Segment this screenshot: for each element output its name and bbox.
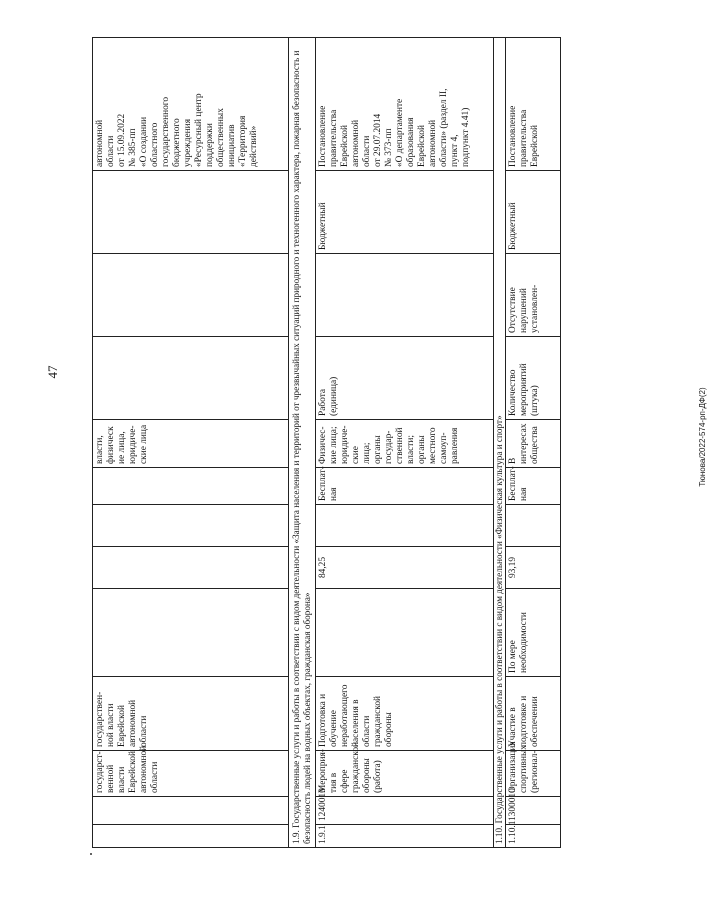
table-cell <box>93 505 289 547</box>
table-cell <box>93 468 289 505</box>
table-cell: Физичес- кие лица; юридиче- ские лица; органы государ- ственной власти; органы местного самоуп- равления <box>316 420 494 468</box>
table-cell: 93,19 <box>506 547 561 589</box>
table-cell <box>93 171 289 254</box>
service-code: 1300010 <box>506 797 561 825</box>
table-cell: Бюджетный <box>506 171 561 254</box>
table-cell <box>93 825 289 848</box>
section-row <box>289 38 316 848</box>
table-cell <box>316 589 494 677</box>
table-cell: Постановление правительства Еврейской автономной области от 29.07.2014 № 373-пп «О департаменте образования Еврейской автономной области» (раздел II, пункт 4, подпункт 4.41) <box>316 38 494 171</box>
table-cell: Бюджетный <box>316 171 494 254</box>
scan-speck <box>90 853 92 855</box>
table-cell: Участие в подготовке и обеспечении <box>506 677 561 751</box>
services-table <box>92 37 561 848</box>
table-cell <box>316 505 494 547</box>
table-row <box>316 38 494 848</box>
table-cell <box>93 547 289 589</box>
row-number: 1.9.1 <box>316 825 494 848</box>
section-heading-1-9: 1.9. Государственные услуги и работы в соответствии с видом деятельности «Защита населения и территорий от чрезвычайных ситуаций природного и техногенного характера, пожарная безопасность и безопасность людей на водных объектах, гражданская оборона» <box>289 38 316 848</box>
table-cell <box>93 254 289 337</box>
service-code: 1240010 <box>316 797 494 825</box>
section-heading-1-10: 1.10. Государственные услуги и работы в соответствии с видом деятельности «Физическая культура и спорт» <box>494 38 506 848</box>
table-cell: Бесплат- ная <box>506 468 561 505</box>
footer-code: Тюнова/2022-574-рп-ДФ(2) <box>698 387 707 487</box>
table-row <box>93 38 289 848</box>
page-number: 47 <box>45 365 60 379</box>
table-cell: Отсутствие нарушений установлен- <box>506 254 561 337</box>
table-cell: Постановление правительства Еврейской <box>506 38 561 171</box>
table-cell <box>316 254 494 337</box>
row-number: 1.10.1 <box>506 825 561 848</box>
table-cell: Подготовка и обучение неработающего населения в области гражданской обороны <box>316 677 494 751</box>
table-cell: Бесплат- ная <box>316 468 494 505</box>
table-cell: Количество мероприятий (штука) <box>506 337 561 420</box>
table-cell: Организация спортивных (регионал- <box>506 751 561 797</box>
table-cell: Мероприя- тия в сфере гражданской обороны (работа) <box>316 751 494 797</box>
table-cell: Работа (единица) <box>316 337 494 420</box>
rotated-table-area <box>92 50 557 848</box>
table-cell: По мере необходимости <box>506 589 561 677</box>
table-cell <box>506 505 561 547</box>
table-cell <box>93 337 289 420</box>
table-row <box>506 38 561 848</box>
section-row <box>494 38 506 848</box>
table-cell: автономной области от 15.09.2022 № 385-пп «О создании областного государственного бюджетного учреждения «Ресурсный центр поддержки общественных инициатив «Территория действий» <box>93 38 289 171</box>
table-cell <box>93 589 289 677</box>
table-cell <box>93 797 289 825</box>
table-cell: власти, физическ ие лица, юридиче- ские лица <box>93 420 289 468</box>
table-cell: государст- венной власти Еврейской автономной области <box>93 751 289 797</box>
table-cell: государствен- ной власти Еврейской автономной области <box>93 677 289 751</box>
table-cell: В интересах общества <box>506 420 561 468</box>
table-cell: 84,25 <box>316 547 494 589</box>
